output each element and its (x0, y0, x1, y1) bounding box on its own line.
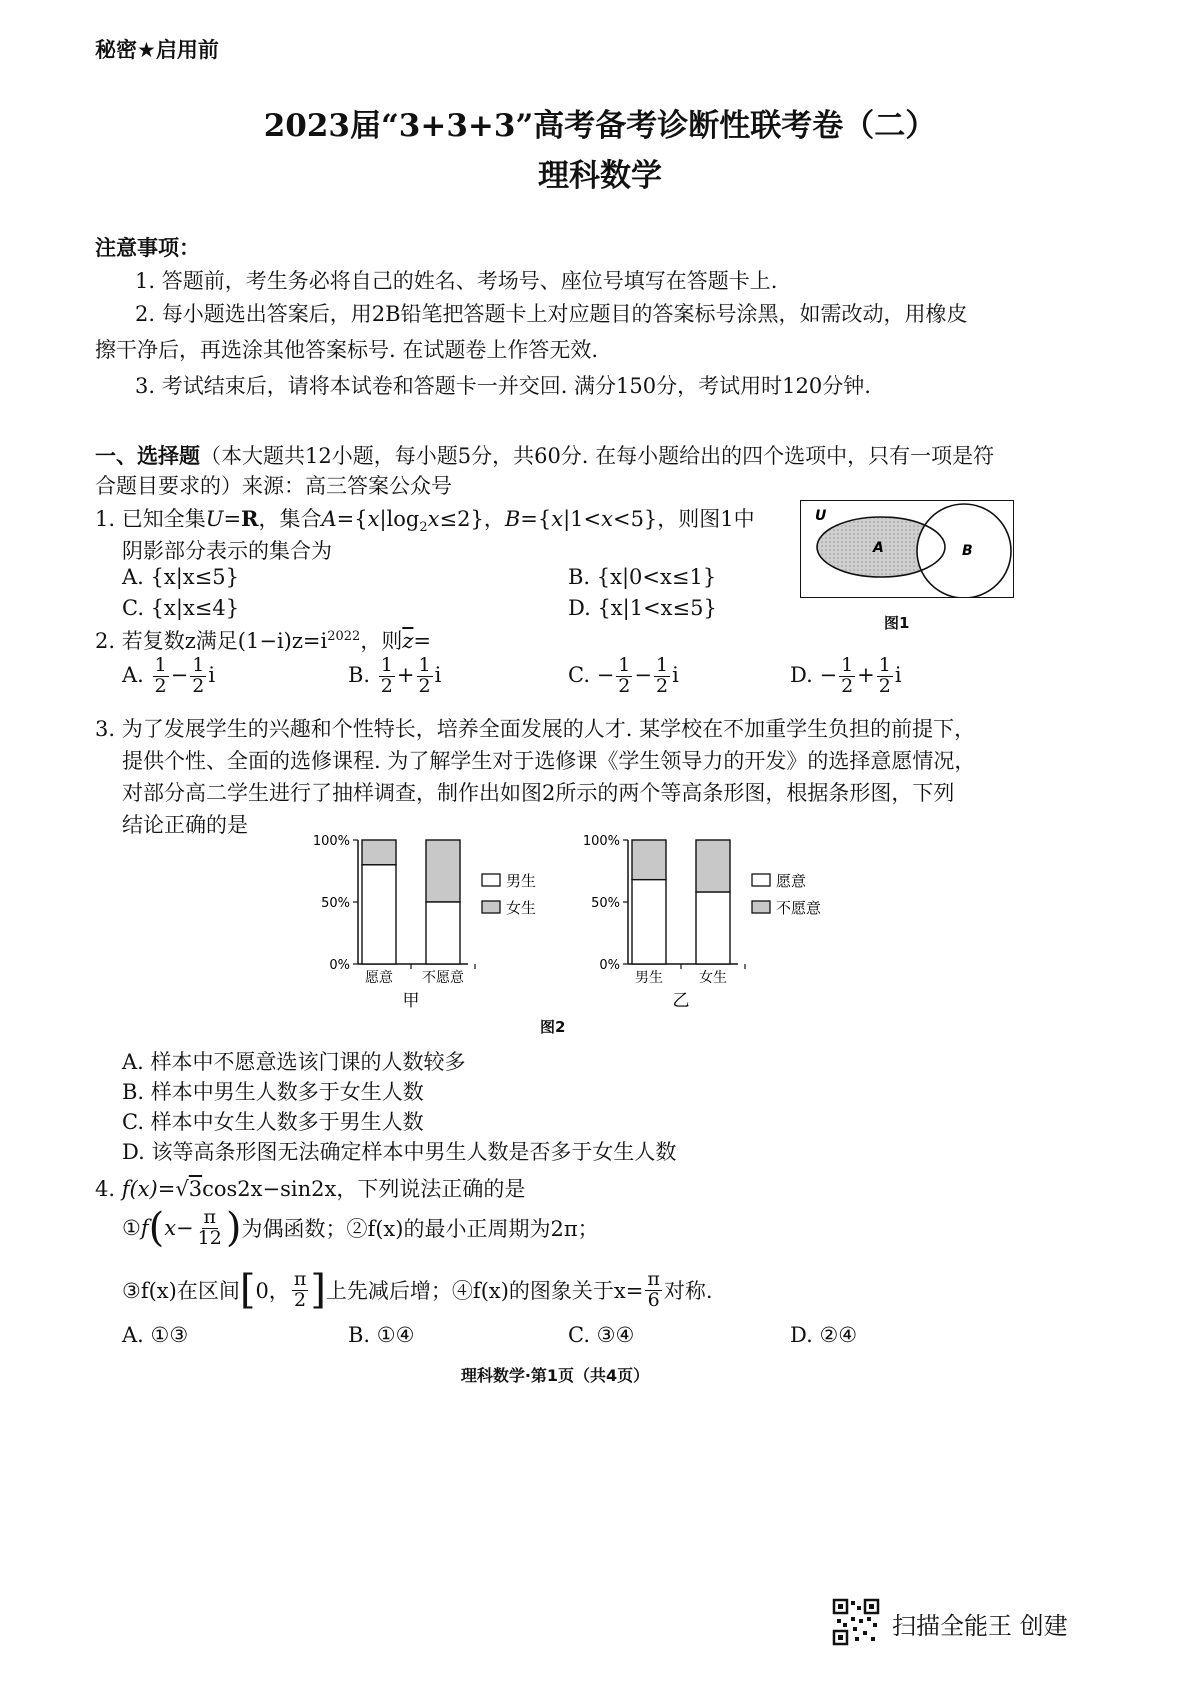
q2-c-n2: 1 (656, 654, 669, 676)
q1-B: B (504, 507, 521, 531)
q2-d-label: D. (790, 662, 813, 687)
bar-segment-不愿意 (696, 840, 730, 892)
q2-text: 若复数z满足(1−i)z=i (121, 629, 328, 653)
y-tick-label: 50% (591, 896, 620, 911)
q1-x1: x (367, 507, 380, 531)
x-tick-label: 愿意 (365, 970, 393, 986)
q2-stem (95, 625, 431, 655)
sqrt-symbol: √ (175, 1177, 189, 1201)
q1-option-a: A. {x|x≤5} (122, 565, 239, 589)
q2-b-d1: 2 (380, 674, 393, 697)
q4-s3-6: 6 (647, 1288, 660, 1311)
q2-option-a (122, 656, 215, 697)
bar-segment-男生 (362, 865, 396, 964)
venn-label-u: U (815, 508, 827, 524)
q2-b-tail: i (434, 662, 442, 687)
q3-stem-line4: 结论正确的是 (122, 813, 248, 837)
q4-s3-frac (292, 1270, 309, 1311)
q3-option-b: B. 样本中男生人数多于女生人数 (122, 1080, 424, 1104)
q3-option-c: C. 样本中女生人数多于男生人数 (122, 1110, 424, 1134)
q2-a-op: − (170, 662, 189, 687)
q2-exponent: 2022 (327, 629, 361, 644)
venn-diagram (800, 500, 1014, 598)
q2-option-d (790, 656, 902, 697)
q2-a-frac2 (190, 656, 206, 697)
q4-s3-tail: 对称. (663, 1279, 713, 1304)
chart-jia (290, 826, 560, 1016)
section-heading-bold: 一、选择题 (95, 444, 200, 468)
q2-text2: ，则 (360, 629, 403, 653)
q2-b-frac2 (417, 656, 433, 697)
q1-log: |log (379, 507, 420, 531)
notice-item-2: 2. 每小题选出答案后，用2B铅笔把答题卡上对应题目的答案标号涂黑，如需改动，用橡皮 (135, 302, 968, 326)
q2-b-d2: 2 (418, 674, 431, 697)
q4-number: 4. (95, 1177, 116, 1201)
q1-option-d: D. {x|1<x≤5} (568, 596, 717, 620)
q4-f: f (121, 1177, 130, 1201)
y-tick-label: 50% (321, 896, 350, 911)
q4-s1-f: f (140, 1216, 149, 1241)
legend-swatch (752, 874, 770, 886)
q3-stem-line2: 提供个性、全面的选修课程. 为了解学生对于选修课《学生领导力的开发》的选择意愿情况， (122, 749, 976, 773)
chart-title: 甲 (402, 991, 420, 1011)
q2-d-n1: 1 (841, 654, 854, 676)
q4-s1-pi: π (203, 1206, 217, 1228)
legend-swatch (482, 901, 500, 913)
notice-item-2-cont: 擦干净后，再选涂其他答案标号. 在试题卷上作答无效. (95, 338, 599, 362)
q4-statement-3-4 (122, 1267, 713, 1314)
q4-s3-mid: 上先减后增；④f(x)的图象关于x= (325, 1279, 644, 1304)
q1-R: R (241, 506, 259, 531)
q2-b-frac1 (379, 656, 395, 697)
q1-U: U (205, 507, 224, 531)
q1-text-a: 已知全集 (121, 507, 206, 531)
q1-stem-line2: 阴影部分表示的集合为 (122, 539, 332, 563)
q2-d-d2: 2 (878, 674, 891, 697)
q2-a-d1: 2 (154, 674, 167, 697)
q1-text-e: ，集合 (258, 507, 322, 531)
q1-text-k: ≤2}， (439, 507, 505, 531)
q4-s1-inner: x− (164, 1216, 194, 1241)
q3-stem-line1 (95, 713, 975, 743)
venn-label-a: A (873, 540, 884, 556)
notice-item-1: 1. 答题前，考生务必将自己的姓名、考场号、座位号填写在答题卡上. (135, 269, 778, 293)
bar-segment-不愿意 (632, 840, 666, 880)
q2-a-frac1 (153, 656, 169, 697)
venn-label-b: B (962, 543, 973, 559)
q2-d-d1: 2 (841, 674, 854, 697)
q2-d-tail: i (894, 662, 902, 687)
q1-text-g: ={ (336, 507, 368, 531)
q4-eq: = (157, 1177, 176, 1201)
q2-b-label: B. (348, 662, 371, 687)
y-tick-label: 100% (582, 834, 620, 849)
bar-segment-愿意 (632, 880, 666, 964)
q2-a-n1: 1 (154, 654, 167, 676)
q2-c-d2: 2 (656, 674, 669, 697)
left-paren: ( (148, 1205, 165, 1252)
q1-option-c: C. {x|x≤4} (122, 596, 240, 620)
q4-option-b: B. ①④ (348, 1323, 415, 1347)
q1-eq: = (223, 507, 242, 531)
bar-segment-愿意 (696, 892, 730, 964)
q2-c-d1: 2 (618, 674, 631, 697)
bar-segment-女生 (362, 840, 396, 865)
exam-subject: 理科数学 (538, 158, 662, 194)
q3-stem-line3: 对部分高二学生进行了抽样调查，制作出如图2所示的两个等高条形图，根据条形图，下列 (122, 781, 955, 805)
q3-number: 3. (95, 717, 116, 741)
section-heading (95, 440, 994, 470)
right-paren: ) (225, 1205, 242, 1252)
q4-rest: cos2x−sin2x，下列说法正确的是 (202, 1177, 526, 1201)
q2-option-c (568, 656, 679, 697)
legend-label: 女生 (506, 899, 537, 917)
q1-number: 1. (95, 507, 116, 531)
q1-option-b: B. {x|0<x≤1} (568, 565, 717, 589)
scanner-watermark: 扫描全能王 创建 (892, 1612, 1068, 1640)
figure-1-caption: 图1 (884, 614, 910, 632)
q1-stem (95, 503, 755, 535)
q1-text-q: <5}，则图1中 (612, 507, 755, 531)
q2-c-op: − (634, 662, 652, 687)
q2-a-label: A. (122, 662, 144, 687)
q1-x4: x (601, 507, 613, 531)
q3-option-d: D. 该等高条形图无法确定样本中男生人数是否多于女生人数 (122, 1140, 677, 1164)
q2-d-op: + (857, 662, 875, 687)
q1-A: A (321, 507, 337, 531)
figure-2-caption: 图2 (540, 1018, 566, 1036)
confidential-mark: 秘密★启用前 (95, 38, 219, 62)
venn-svg (801, 501, 1013, 597)
page-footer: 理科数学·第1页（共4页） (460, 1366, 650, 1385)
legend-label: 不愿意 (776, 899, 822, 917)
bar-segment-女生 (426, 840, 460, 902)
legend-swatch (752, 901, 770, 913)
q2-a-d2: 2 (192, 674, 205, 697)
q4-s1-tail: 为偶函数；②f(x)的最小正周期为2π； (241, 1217, 599, 1242)
q4-s3-pi: π (293, 1268, 307, 1290)
q2-c-tail: i (672, 662, 679, 687)
q4-paren-x: (x) (129, 1177, 158, 1201)
q2-c-n1: 1 (618, 654, 631, 676)
q4-s1-frac (196, 1208, 224, 1249)
q2-c-frac1 (616, 656, 632, 697)
chart-title: 乙 (672, 991, 690, 1011)
left-bracket: [ (239, 1267, 256, 1314)
section-heading-rest: （本大题共12小题，每小题5分，共60分. 在每小题给出的四个选项中，只有一项是符 (200, 444, 995, 468)
q2-d-frac1 (839, 656, 855, 697)
qr-code-icon (832, 1598, 880, 1646)
q2-c-frac2 (654, 656, 670, 697)
q1-x2: x (427, 507, 440, 531)
notice-heading: 注意事项： (95, 236, 200, 260)
q4-statement-1-2 (122, 1205, 599, 1252)
notice-item-3: 3. 考试结束后，请将本试卷和答题卡一并交回. 满分150分，考试用时120分钟. (135, 374, 871, 398)
q2-c-sign: − (596, 662, 615, 687)
section-heading-line2: 合题目要求的）来源：高三答案公众号 (95, 474, 452, 498)
q1-x3: x (551, 507, 564, 531)
q4-s3-pi6: π (647, 1268, 660, 1290)
q2-d-sign: − (819, 662, 838, 687)
q3-line1-text: 为了发展学生的兴趣和个性特长，培养全面发展的人才. 某学校在不加重学生负担的前提下， (121, 717, 976, 741)
y-tick-label: 100% (312, 834, 350, 849)
q2-b-n2: 1 (418, 654, 431, 676)
q2-a-tail: i (208, 662, 216, 687)
q4-circ1: ① (122, 1216, 141, 1241)
q4-option-d: D. ②④ (790, 1323, 858, 1347)
q2-zbar: $\overline{z}$ (402, 629, 414, 653)
bar-segment-男生 (426, 902, 460, 964)
exam-title: 2023届“3+3+3”高考备考诊断性联考卷（二） (263, 108, 937, 144)
q2-option-b (348, 656, 441, 697)
q3-option-a: A. 样本中不愿意选该门课的人数较多 (122, 1050, 466, 1074)
q4-option-c: C. ③④ (568, 1323, 635, 1347)
q2-number: 2. (95, 629, 116, 653)
q4-s3-head: ③f(x)在区间 (122, 1279, 240, 1304)
q1-text-o: |1< (563, 507, 602, 531)
legend-label: 愿意 (776, 872, 807, 890)
q2-c-label: C. (568, 662, 590, 687)
q2-text3: = (413, 629, 432, 653)
chart-yi (560, 826, 850, 1016)
legend-label: 男生 (506, 872, 537, 890)
x-tick-label: 男生 (635, 970, 663, 986)
q2-b-n1: 1 (380, 654, 393, 676)
y-tick-label: 0% (329, 958, 350, 973)
x-tick-label: 不愿意 (422, 970, 464, 986)
q4-sqrt3: 3 (188, 1177, 203, 1201)
right-bracket: ] (310, 1267, 326, 1314)
q4-stem (95, 1173, 525, 1203)
q4-s3-zero: 0， (255, 1279, 290, 1304)
q4-s3-frac2 (645, 1270, 662, 1311)
q2-d-n2: 1 (878, 654, 891, 676)
y-tick-label: 0% (599, 958, 620, 973)
q2-b-op: + (396, 662, 415, 687)
q1-text-m: ={ (520, 507, 552, 531)
q4-s3-2: 2 (294, 1288, 307, 1311)
q1-log-base: 2 (419, 520, 428, 536)
q2-d-frac2 (877, 656, 893, 697)
q4-option-a: A. ①③ (122, 1323, 189, 1347)
x-tick-label: 女生 (699, 970, 727, 986)
q2-a-n2: 1 (192, 654, 205, 676)
legend-swatch (482, 874, 500, 886)
q4-s1-12: 12 (197, 1226, 222, 1249)
